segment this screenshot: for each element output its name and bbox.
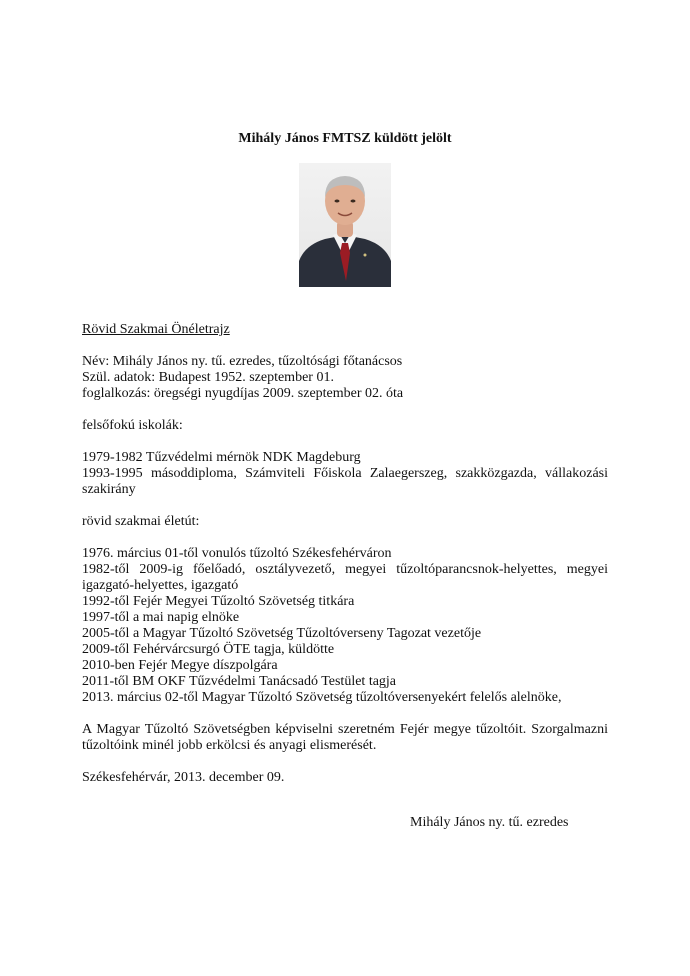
career-item: 2010-ben Fejér Megye díszpolgára: [82, 658, 278, 673]
education-label: felsőfokú iskolák:: [82, 418, 183, 433]
career-item: 2011-től BM OKF Tűzvédelmi Tanácsadó Testület tagja: [82, 674, 397, 689]
portrait-photo: [299, 163, 391, 287]
career-label: rövid szakmai életút:: [82, 514, 200, 529]
career-list: [82, 546, 608, 706]
career-item: 1997-től a mai napig elnöke: [82, 610, 240, 625]
name-line: Név: Mihály János ny. tű. ezredes, tűzoltósági főtanácsos: [82, 354, 403, 369]
personal-data: [82, 354, 608, 402]
education-item: 1993-1995 másoddiploma, Számviteli Főiskola Zalaegerszeg, szakközgazda, vállakozási szakirány: [82, 466, 608, 497]
occupation-line: foglalkozás: öregségi nyugdíjas 2009. szeptember 02. óta: [82, 386, 404, 401]
section-heading: Rövid Szakmai Önéletrajz: [82, 322, 230, 337]
education-list: [82, 450, 608, 498]
career-item: 2009-től Fehérvárcsurgó ÖTE tagja, küldötte: [82, 642, 335, 657]
statement-paragraph: A Magyar Tűzoltó Szövetségben képviselni szeretném Fejér megye tűzoltóit. Szorgalmazni tűzoltóink minél jobb erkölcsi és anyagi elismerését.: [82, 722, 608, 753]
education-item: 1979-1982 Tűzvédelmi mérnök NDK Magdeburg: [82, 450, 361, 465]
career-item: 2013. március 02-től Magyar Tűzoltó Szövetség tűzoltóversenyekért felelős alelnöke,: [82, 690, 562, 705]
career-item: 1976. március 01-től vonulós tűzoltó Székesfehérváron: [82, 546, 392, 561]
document-title: Mihály János FMTSZ küldött jelölt: [238, 131, 452, 146]
career-item: 2005-től a Magyar Tűzoltó Szövetség Tűzoltóverseny Tagozat vezetője: [82, 626, 482, 641]
birth-line: Szül. adatok: Budapest 1952. szeptember 01.: [82, 370, 334, 385]
career-item: 1982-től 2009-ig főelőadó, osztályvezető, megyei tűzoltóparancsnok-helyettes, megyei igazgató-helyettes, igazgató: [82, 562, 608, 593]
place-date: Székesfehérvár, 2013. december 09.: [82, 770, 285, 785]
portrait-illustration: [299, 163, 391, 287]
career-item: 1992-től Fejér Megyei Tűzoltó Szövetség titkára: [82, 594, 355, 609]
signature: Mihály János ny. tű. ezredes: [410, 815, 569, 830]
